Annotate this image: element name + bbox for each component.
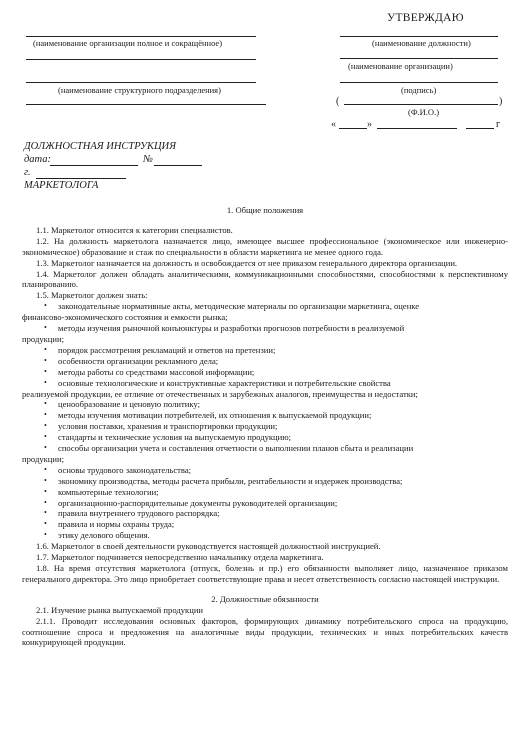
- list-item: • основные технологические и конструктивные характеристики и потребительские свойства: [22, 378, 508, 389]
- paragraph-1-7: 1.7. Маркетолог подчиняется непосредственно начальнику отдела маркетинга.: [36, 552, 324, 563]
- paragraph-1-6: 1.6. Маркетолог в своей деятельности руководствуется настоящей должностной инструкцией.: [36, 541, 381, 552]
- org-line: [340, 58, 498, 59]
- signature-line: [340, 82, 498, 83]
- list-item: • правила внутреннего трудового распорядка;: [22, 508, 508, 519]
- list-item: • методы работы со средствами массовой информации;: [22, 367, 508, 378]
- list-item: • этику делового общения.: [22, 530, 508, 541]
- list-item: • методы изучения мотивации потребителей, их отношения к выпускаемой продукции;: [22, 410, 508, 421]
- paragraph-2-1: 2.1. Изучение рынка выпускаемой продукции: [36, 604, 204, 615]
- org-name-caption: (наименование организации полное и сокращённое): [33, 38, 223, 48]
- section-1-title: 1. Общие положения: [226, 205, 304, 215]
- list-item: • методы изучения рыночной конъюнктуры и разработки прогнозов потребности в реализуемой: [22, 323, 508, 334]
- list-item: • порядок рассмотрения рекламаций и ответов на претензии;: [22, 345, 508, 356]
- city-line: [36, 178, 126, 179]
- signature-caption: (подпись): [401, 85, 437, 95]
- position-caption: (наименование должности): [372, 38, 471, 48]
- list-item: • способы организации учета и составления отчетности о выполнении планов сбыта и реализации: [22, 443, 508, 454]
- doc-number-line: [154, 165, 202, 166]
- org-caption: (наименование организации): [348, 61, 453, 71]
- list-item: • правила и нормы охраны труда;: [22, 519, 508, 530]
- paragraph-1-1: 1.1. Маркетолог относится к категории специалистов.: [36, 224, 233, 235]
- division-line-2: [26, 104, 266, 105]
- section-2-title: 2. Должностные обязанности: [211, 593, 319, 604]
- list-item-continuation: продукции;: [22, 453, 64, 464]
- paragraph-1-2: 1.2. На должность маркетолога назначается лицо, имеющее высшее профессиональное (экономическое или инженерно-экономическое) образование и стаж по специальности в области маркетинга не менее одного года.: [22, 235, 508, 257]
- approval-heading: УТВЕРЖДАЮ: [387, 12, 464, 24]
- date-day-line: [339, 128, 367, 129]
- fio-close-paren: ): [499, 96, 503, 107]
- city-label: г.: [24, 167, 31, 178]
- date-year-line: [466, 128, 494, 129]
- list-item-continuation: продукции;: [22, 333, 64, 344]
- list-item: • особенности организации рекламного дела;: [22, 356, 508, 367]
- paragraph-1-4: 1.4. Маркетолог должен обладать аналитическими, коммуникационными способностями, способностями к перспективному планированию.: [22, 268, 508, 290]
- list-item-continuation: реализуемой продукции, ее отличие от отечественных и зарубежных аналогов, преимущества и недостатки;: [22, 388, 418, 399]
- list-item: • экономику производства, методы расчета прибыли, рентабельности и издержек производства;: [22, 476, 508, 487]
- date-month-line: [377, 128, 457, 129]
- list-item: • ценообразование и ценовую политику;: [22, 399, 508, 410]
- paragraph-1-3: 1.3. Маркетолог назначается на должность и освобождается от нее приказом генерального директора организации.: [36, 257, 458, 268]
- division-line: [26, 82, 256, 83]
- fio-open-paren: (: [336, 96, 340, 107]
- doc-date-line: [50, 165, 138, 166]
- paragraph-1-8: 1.8. На время отсутствия маркетолога (отпуск, болезнь и пр.) его обязанности выполняет лицо, назначенное приказом генерального директора. Это лицо приобретает соответствующие права и несет ответственность согласно настоящей инструкции.: [22, 563, 508, 584]
- date-close-quote: »: [367, 119, 372, 130]
- document-title: ДОЛЖНОСТНАЯ ИНСТРУКЦИЯ: [24, 141, 177, 152]
- list-item: • компьютерные технологии;: [22, 487, 508, 498]
- division-caption: (наименование структурного подразделения): [58, 85, 221, 95]
- fio-line: [344, 104, 498, 105]
- paragraph-2-1-1: 2.1.1. Проводит исследования основных факторов, формирующих динамику потребительского спроса на продукцию, соотношение спроса и предложения на аналогичные виды продукции, технических и иных потребительских качеств конкурирующей продукции.: [22, 615, 508, 648]
- position-line: [340, 36, 498, 37]
- paragraph-1-5: 1.5. Маркетолог должен знать:: [36, 290, 148, 301]
- list-item: • условия поставки, хранения и транспортировки продукции;: [22, 421, 508, 432]
- date-open-quote: «: [331, 119, 336, 130]
- org-name-line-2: [26, 59, 256, 60]
- fio-caption: (Ф.И.О.): [408, 107, 440, 117]
- date-label: дата:: [24, 154, 52, 165]
- list-item: • основы трудового законодательства;: [22, 465, 508, 476]
- instruction-body: [22, 205, 508, 648]
- date-year-suffix: г: [496, 119, 501, 130]
- number-label: №: [143, 154, 153, 165]
- org-name-line: [26, 36, 256, 37]
- list-item-continuation: финансово-экономического состояния и емкости рынка;: [22, 312, 228, 323]
- list-item: • стандарты и технические условия на выпускаемую продукцию;: [22, 432, 508, 443]
- position-title: МАРКЕТОЛОГА: [24, 180, 99, 191]
- list-item: • организационно-распорядительные документы руководителей организации;: [22, 498, 508, 509]
- list-item: • законодательные нормативные акты, методические материалы по организации маркетинга, оценке: [22, 301, 508, 312]
